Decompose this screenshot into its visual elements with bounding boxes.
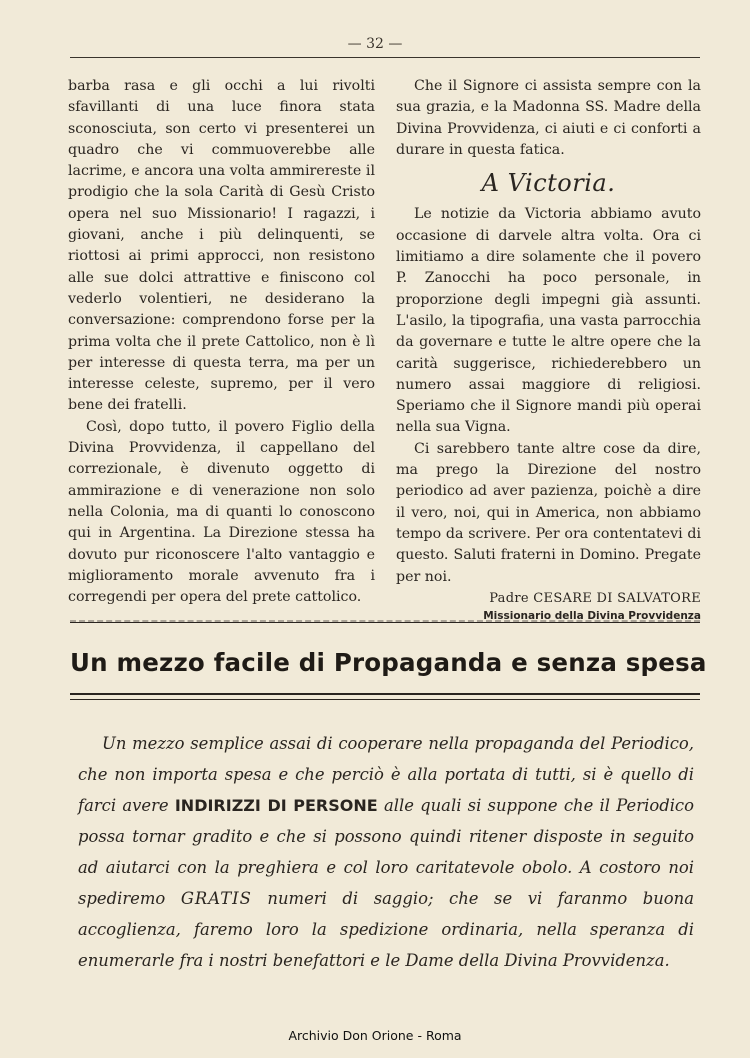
page-number: — 32 — xyxy=(347,36,403,52)
top-rule xyxy=(70,57,700,58)
right-intro: Che il Signore ci assista sempre con la sua grazia, e la Madonna SS. Madre della Divina Provvidenza, ci aiuti e ci conforti a durare in questa fatica. xyxy=(396,78,701,158)
signature-role: Missionario della Divina Provvidenza xyxy=(483,609,701,622)
left-column xyxy=(68,76,375,608)
article-body-part-3: numeri di saggio; che se vi faranmo buona accoglienza, faremo loro la spedizione ordinaria, nella speranza di enumerarle fra i nostri benefattori e le Dame della Divina Provvidenza. xyxy=(78,889,694,970)
article-body-bold: INDIRIZZI DI PERSONE xyxy=(174,796,378,815)
signature xyxy=(396,590,701,624)
article-body-gratis: GRATIS xyxy=(180,889,252,908)
signature-name: Padre CESARE DI SALVATORE xyxy=(489,590,701,606)
left-paragraph-1: barba rasa e gli occhi a lui rivolti sfavillanti di una luce finora stata sconosciuta, son certo vi presenterei un quadro che vi commuoverebbe alle lacrime, e ancora una volta ammirereste il prodigio che la sola Carità di Gesù Cristo opera nel suo Missionario! I ragazzi, i giovani, anche i più delinquenti, se riottosi ai primi approcci, non resistono alle sue dolci attrattive e finiscono col vederlo volentieri, ne desiderano la conversazione: comprendono forse per la prima volta che il prete Cattolico, non è lì per interesse di questa terra, ma per un interesse celeste, supremo, per il vero bene dei fratelli. xyxy=(68,78,375,414)
article-body-part-2: alle quali si suppone che il Periodico possa tornar gradito e che si possono quindi ritener disposte in seguito ad aiutarci con la preghiera e col loro caritatevole obolo. A costoro noi spediremo xyxy=(78,796,694,908)
article-body-part-1: Un mezzo semplice assai di cooperare nella propaganda del Periodico, che non importa spesa e che perciò è alla portata di tutti, si è quello di farci avere xyxy=(78,734,694,815)
left-paragraph-2: Così, dopo tutto, il povero Figlio della Divina Provvidenza, il cappellano del correzionale, è divenuto oggetto di ammirazione e di venerazione non solo nella Colonia, ma di quanti lo conoscono qui in Argentina. La Direzione stessa ha dovuto pur riconoscere l'alto vantaggio e miglioramento morale avvenuto fra i corregendi per opera del prete cattolico. xyxy=(68,418,375,606)
headline-rule-thin xyxy=(70,699,700,700)
right-paragraph-2: Ci sarebbero tante altre cose da dire, ma prego la Direzione del nostro periodico ad aver pazienza, poichè a dire il vero, noi, qui in America, non abbiamo tempo da scrivere. Per ora contentatevi di questo. Saluti fraterni in Domino. Pregate per noi. xyxy=(396,440,701,585)
article-body xyxy=(78,728,694,976)
headline-rule xyxy=(70,693,700,695)
article-headline: Un mezzo facile di Propaganda e senza spesa xyxy=(70,648,707,677)
section-title-victoria: A Victoria. xyxy=(481,169,616,198)
right-column xyxy=(396,76,701,624)
section-divider xyxy=(70,622,700,623)
right-paragraph-1: Le notizie da Victoria abbiamo avuto occasione di darvele altra volta. Ora ci limitiamo a dire solamente che il povero P. Zanocchi ha poco personale, in proporzione degli impegni già assunti. L'asilo, la tipografia, una vasta parrocchia da governare e tutte le altre opere che la carità suggerisce, richiederebbero un numero assai maggiore di religiosi. Speriamo che il Signore mandi più operai nella sua Vigna. xyxy=(396,206,701,436)
archive-footer: Archivio Don Orione - Roma xyxy=(288,1028,462,1043)
